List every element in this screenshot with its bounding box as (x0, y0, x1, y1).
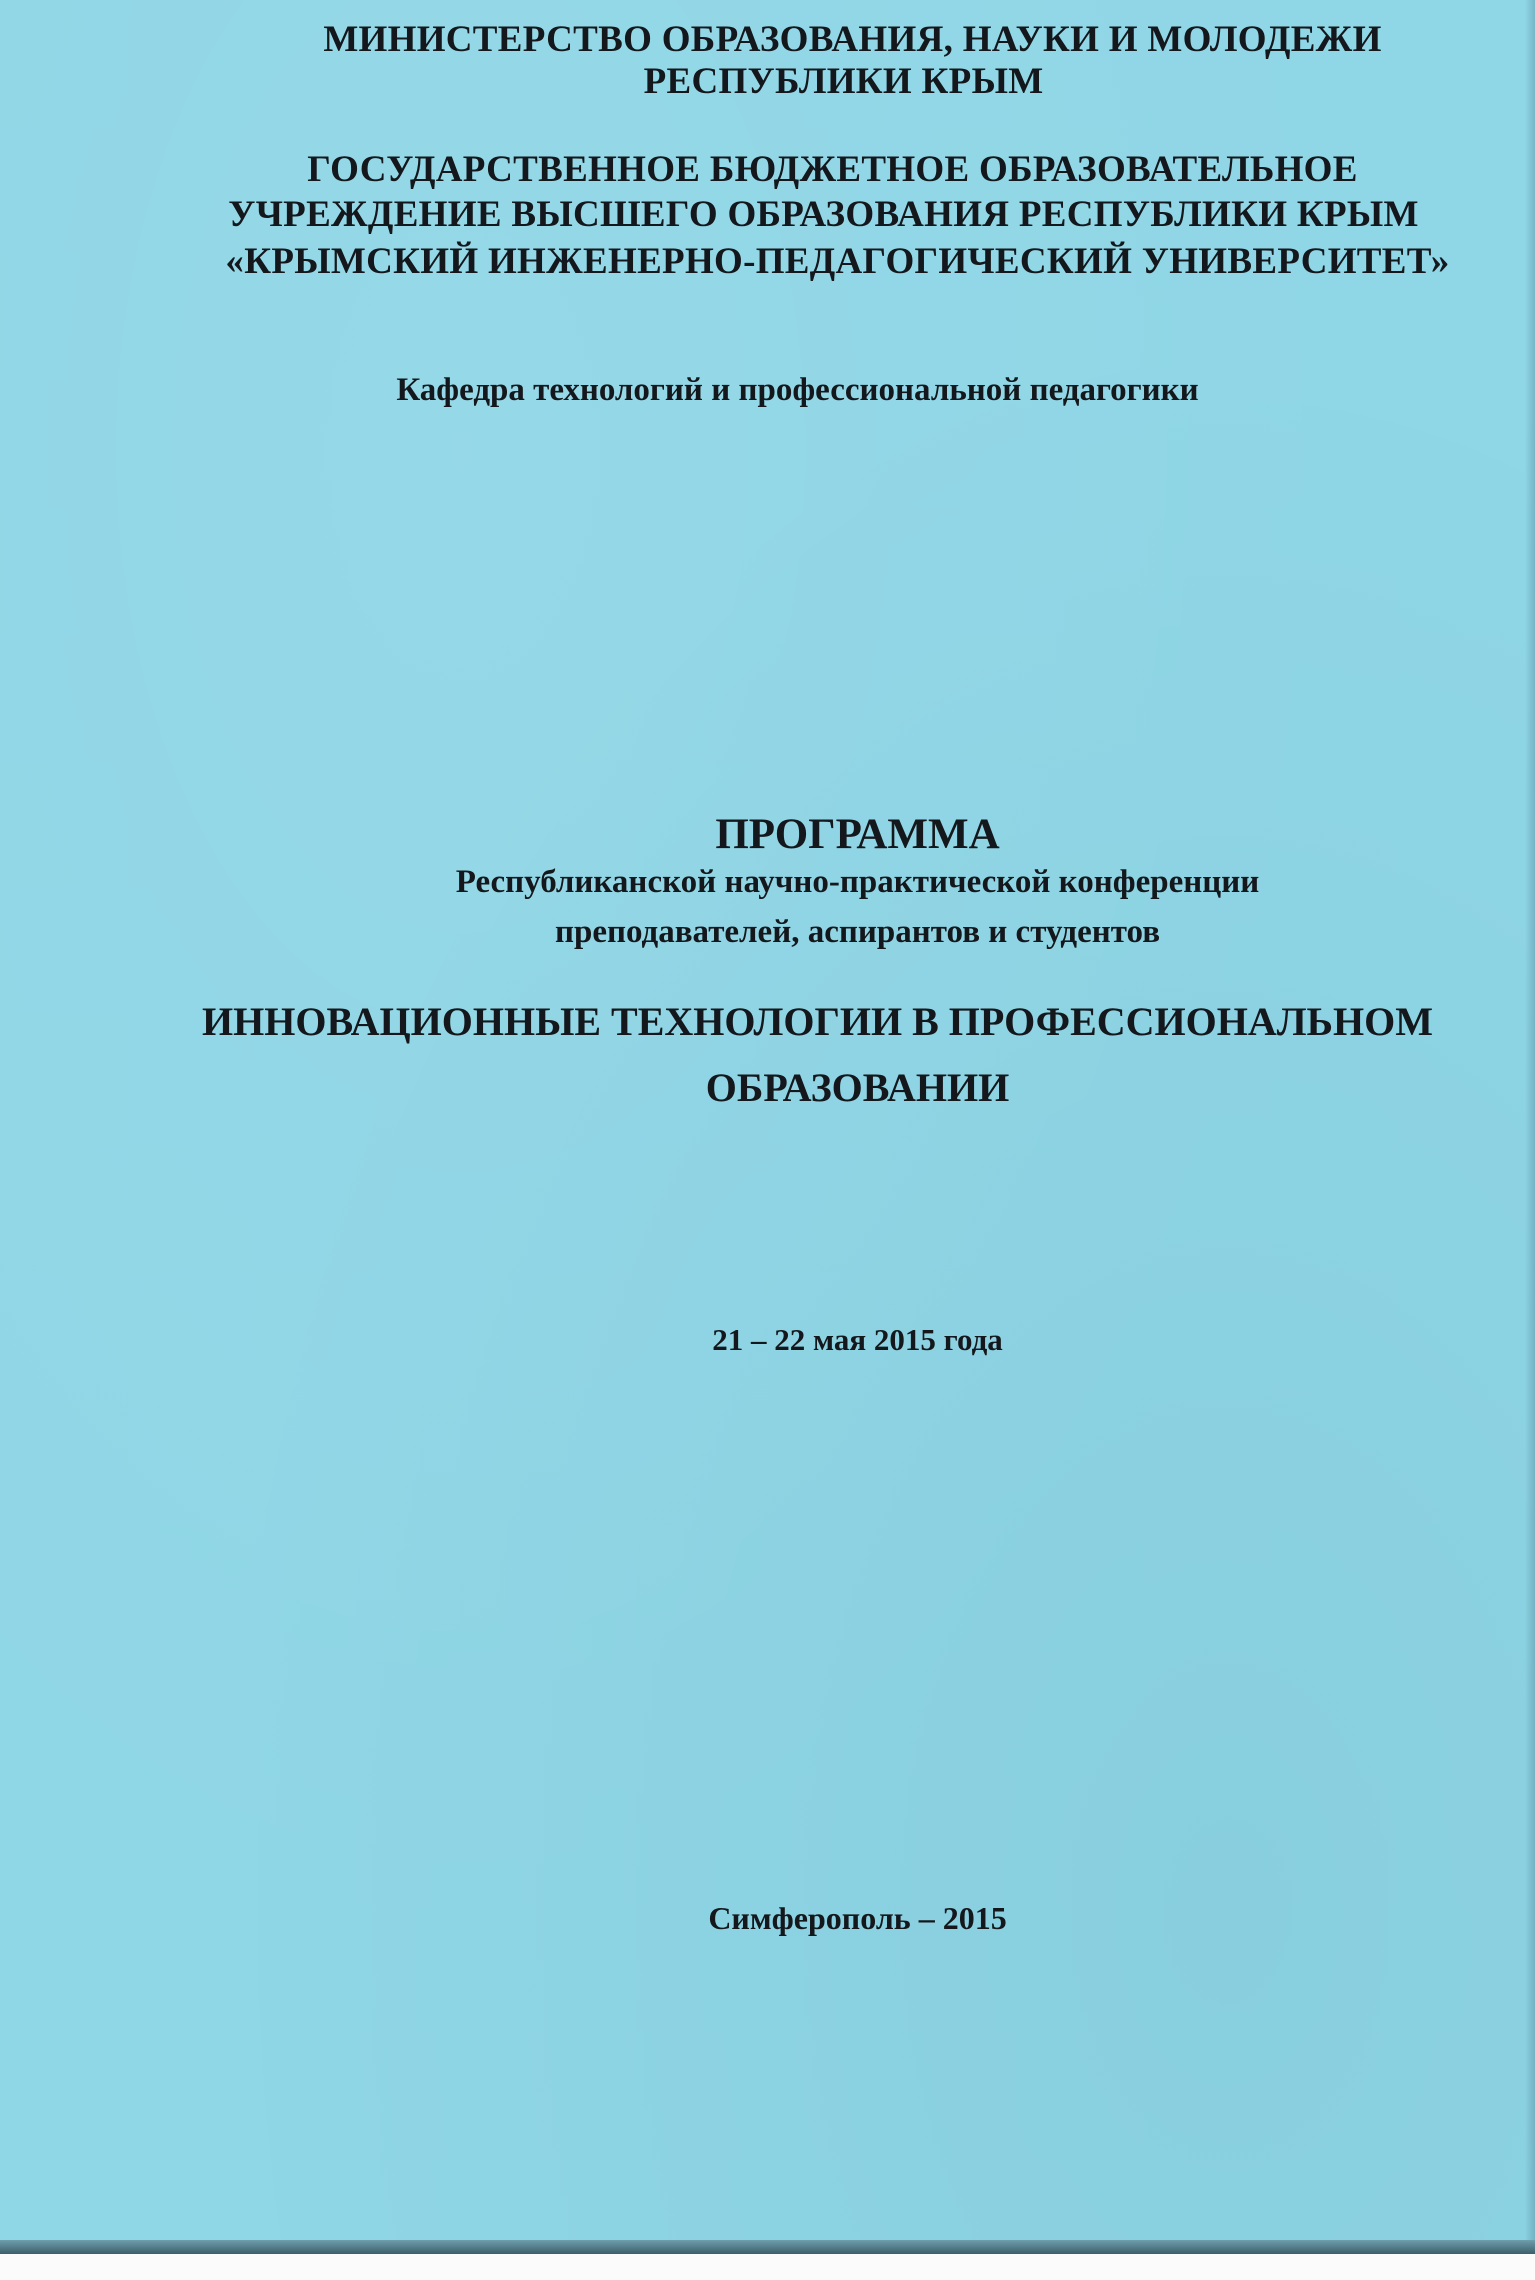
ministry-line-1: МИНИСТЕРСТВО ОБРАЗОВАНИЯ, НАУКИ И МОЛОДЕЖИ (323, 19, 1382, 60)
institution-line-2: УЧРЕЖДЕНИЕ ВЫСШЕГО ОБРАЗОВАНИЯ РЕСПУБЛИКИ КРЫМ (228, 194, 1419, 235)
ministry-line-2: РЕСПУБЛИКИ КРЫМ (643, 61, 1044, 102)
institution-line-3: «КРЫМСКИЙ ИНЖЕНЕРНО-ПЕДАГОГИЧЕСКИЙ УНИВЕРСИТЕТ» (225, 241, 1450, 282)
conference-dates: 21 – 22 мая 2015 года (712, 1322, 1003, 1357)
scanner-background (0, 2254, 1535, 2280)
page-bottom-edge (0, 2240, 1535, 2254)
program-subtitle-line-2: преподавателей, аспирантов и студентов (554, 914, 1161, 950)
institution-line-1: ГОСУДАРСТВЕННОЕ БЮДЖЕТНОЕ ОБРАЗОВАТЕЛЬНОЕ (307, 149, 1358, 190)
conference-title-line-1: ИННОВАЦИОННЫЕ ТЕХНОЛОГИИ В ПРОФЕССИОНАЛЬНОМ (202, 999, 1433, 1044)
department-name: Кафедра технологий и профессиональной педагогики (396, 372, 1199, 408)
place-and-year: Симферополь – 2015 (708, 1900, 1007, 1936)
program-heading: ПРОГРАММА (715, 811, 1000, 858)
conference-title-line-2: ОБРАЗОВАНИИ (705, 1065, 1010, 1110)
program-subtitle-line-1: Республиканской научно-практической конференции (455, 864, 1260, 900)
